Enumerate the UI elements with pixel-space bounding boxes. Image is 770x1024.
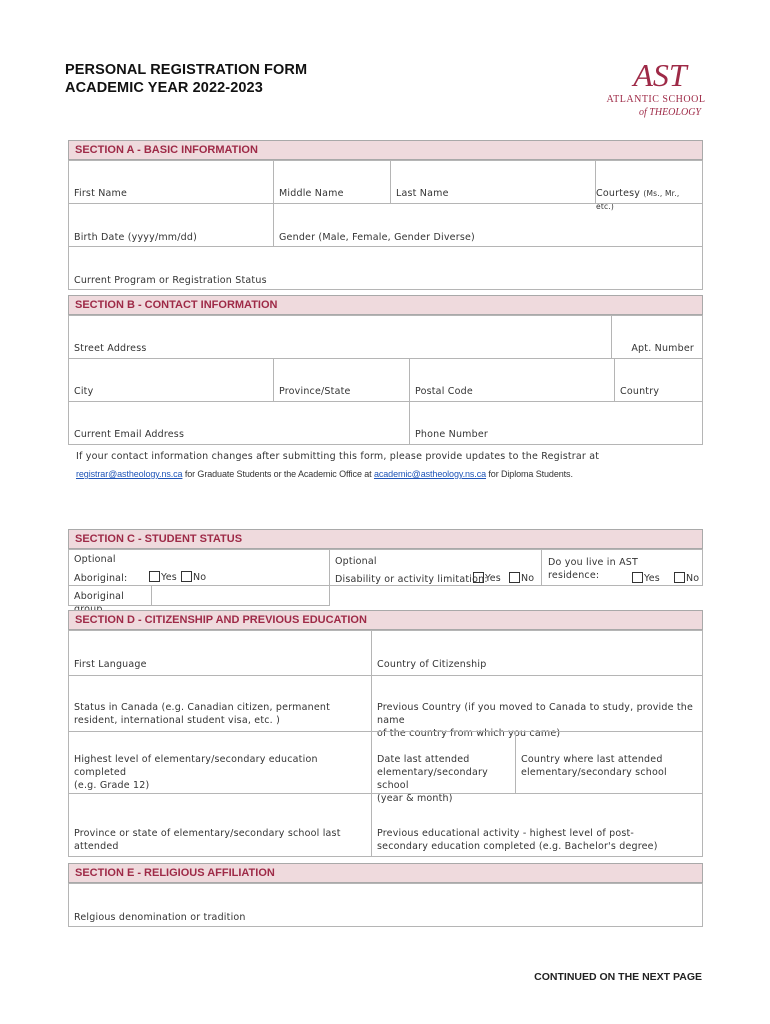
- highest-level-field[interactable]: [68, 731, 372, 794]
- disability-options: [469, 572, 534, 585]
- status-canada-label: [74, 701, 330, 727]
- contact-change-note: [76, 450, 696, 481]
- citizenship-field[interactable]: [371, 630, 703, 676]
- disability-cell: [329, 549, 542, 586]
- section-a-name-row: [68, 160, 703, 211]
- country-last-line2: elementary/secondary school: [521, 767, 667, 778]
- section-b-city-row: [68, 358, 703, 402]
- contact-note-line1: If your contact information changes after submitting this form, please provide updates to the Registrar at: [76, 451, 600, 462]
- denomination-field[interactable]: [68, 883, 703, 927]
- prev-activity-line1: Previous educational activity - highest level of post-: [377, 828, 635, 839]
- first-language-label: First Language: [74, 659, 147, 670]
- continued-notice: CONTINUED ON THE NEXT PAGE: [534, 971, 702, 983]
- disability-yes-label: Yes: [485, 573, 501, 584]
- form-title: [65, 61, 307, 97]
- status-line1: Status in Canada (e.g. Canadian citizen, permanent: [74, 702, 331, 713]
- country-last-attended-label: [521, 753, 667, 779]
- prev-country-line2: of the country from which you came): [377, 728, 561, 739]
- optional-label-1: Optional: [74, 554, 116, 565]
- residence-yes-label: Yes: [644, 573, 660, 584]
- logo-monogram: AST: [633, 57, 687, 93]
- first-name-field[interactable]: [68, 160, 274, 204]
- street-address-label: Street Address: [74, 343, 147, 354]
- residence-no-checkbox[interactable]: [674, 572, 685, 583]
- province-field[interactable]: [273, 358, 410, 402]
- first-language-field[interactable]: [68, 630, 372, 676]
- form-title-line1: PERSONAL REGISTRATION FORM: [65, 62, 308, 78]
- disability-no-label: No: [520, 573, 535, 584]
- aboriginal-label: Aboriginal:: [74, 573, 128, 584]
- residence-options: [628, 572, 699, 585]
- date-line3: (year & month): [377, 793, 453, 804]
- country-label: Country: [620, 386, 660, 397]
- highest-level-label: [74, 753, 371, 792]
- province-label: Province/State: [279, 386, 351, 397]
- aboriginal-group-label-cell: [68, 585, 152, 606]
- highest-line2: (e.g. Grade 12): [74, 780, 150, 791]
- gender-field[interactable]: [273, 203, 703, 247]
- phone-label: Phone Number: [415, 429, 489, 440]
- aboriginal-cell: [68, 549, 330, 586]
- residence-label: [548, 556, 638, 582]
- city-field[interactable]: [68, 358, 274, 402]
- province-last-field[interactable]: [68, 793, 372, 857]
- city-label: City: [74, 386, 94, 397]
- section-a-header: SECTION A - BASIC INFORMATION: [68, 140, 703, 160]
- last-name-field[interactable]: [390, 160, 596, 204]
- form-title-line2: ACADEMIC YEAR 2022-2023: [65, 80, 263, 96]
- date-last-attended-field[interactable]: [371, 731, 516, 804]
- courtesy-text: Courtesy: [596, 188, 641, 199]
- country-field[interactable]: [614, 358, 703, 402]
- country-last-line1: Country where last attended: [521, 754, 663, 765]
- contact-note-end: for Diploma Students.: [486, 469, 573, 479]
- section-d-status-row: [68, 675, 703, 739]
- aboriginal-yes-label: Yes: [161, 572, 177, 583]
- program-field[interactable]: [68, 246, 703, 290]
- gender-label: Gender (Male, Female, Gender Diverse): [279, 232, 475, 243]
- optional-label-2: Optional: [335, 556, 377, 567]
- aboriginal-yes-checkbox[interactable]: [149, 571, 160, 582]
- previous-country-field[interactable]: [371, 675, 703, 739]
- middle-name-field[interactable]: [273, 160, 391, 204]
- apt-number-label: Apt. Number: [631, 343, 694, 354]
- section-a-birth-row: [68, 203, 703, 247]
- registrar-email-link[interactable]: registrar@astheology.ns.ca: [76, 469, 183, 479]
- section-b-street-row: [68, 315, 703, 359]
- middle-name-label: Middle Name: [279, 188, 344, 199]
- postal-code-label: Postal Code: [415, 386, 473, 397]
- aboriginal-options: [145, 571, 206, 584]
- program-label: Current Program or Registration Status: [74, 275, 267, 286]
- email-field[interactable]: [68, 401, 410, 445]
- birth-date-label: Birth Date (yyyy/mm/dd): [74, 232, 198, 243]
- apt-number-field[interactable]: [611, 315, 703, 359]
- first-name-label: First Name: [74, 188, 128, 199]
- phone-field[interactable]: [409, 401, 703, 445]
- disability-label: Disability or activity limitation:: [335, 574, 488, 585]
- country-last-attended-field[interactable]: [515, 731, 703, 794]
- aboriginal-no-checkbox[interactable]: [181, 571, 192, 582]
- contact-note-mid: for Graduate Students or the Academic Office at: [182, 469, 374, 479]
- date-line2: elementary/secondary school: [377, 767, 488, 791]
- birth-date-field[interactable]: [68, 203, 274, 247]
- residence-no-label: No: [685, 573, 700, 584]
- section-b-email-row: [68, 401, 703, 445]
- highest-line1: Highest level of elementary/secondary education completed: [74, 754, 318, 778]
- previous-activity-field[interactable]: [371, 793, 703, 857]
- section-d-language-row: [68, 630, 703, 676]
- denomination-label: Relgious denomination or tradition: [74, 912, 246, 923]
- status-line2: resident, international student visa, etc. ): [74, 715, 281, 726]
- section-b-header: SECTION B - CONTACT INFORMATION: [68, 295, 703, 315]
- section-c-header: SECTION C - STUDENT STATUS: [68, 529, 703, 549]
- disability-yes-checkbox[interactable]: [473, 572, 484, 583]
- section-d-header: SECTION D - CITIZENSHIP AND PREVIOUS EDUCATION: [68, 610, 703, 630]
- courtesy-note: (Ms., Mr., etc.): [596, 189, 680, 211]
- aboriginal-group-field[interactable]: [151, 585, 330, 606]
- last-name-label: Last Name: [396, 188, 449, 199]
- section-d-highest-row: [68, 731, 703, 804]
- date-line1: Date last attended: [377, 754, 470, 765]
- previous-activity-label: [377, 827, 658, 853]
- logo-line1: ATLANTIC SCHOOL: [606, 94, 706, 105]
- prev-country-line1: Previous Country (if you moved to Canada to study, provide the name: [377, 702, 694, 726]
- citizenship-label: Country of Citizenship: [377, 659, 487, 670]
- email-label: Current Email Address: [74, 429, 185, 440]
- disability-no-checkbox[interactable]: [509, 572, 520, 583]
- ast-logo-mark: [600, 56, 710, 122]
- ast-logo: [600, 56, 710, 122]
- status-canada-field[interactable]: [68, 675, 372, 732]
- residence-line2: residence:: [548, 570, 600, 581]
- section-e-denomination-row: [68, 883, 703, 927]
- academic-email-link[interactable]: academic@astheology.ns.ca: [373, 469, 486, 479]
- province-last-label: Province or state of elementary/secondary school last attended: [74, 828, 341, 852]
- logo-line2: of THEOLOGY: [639, 107, 701, 118]
- aboriginal-no-label: No: [192, 572, 207, 583]
- section-d-province-row: [68, 793, 703, 857]
- residence-yes-checkbox[interactable]: [632, 572, 643, 583]
- section-c-status-row: [68, 549, 703, 606]
- section-a-program-row: [68, 246, 703, 290]
- street-address-field[interactable]: [68, 315, 612, 359]
- section-e-header: SECTION E - RELIGIOUS AFFILIATION: [68, 863, 703, 883]
- residence-line1: Do you live in AST: [548, 557, 638, 568]
- residence-cell: [541, 549, 703, 586]
- aboriginal-group-label: Aboriginal: [74, 591, 125, 602]
- contact-note-line2: [76, 468, 696, 481]
- courtesy-field[interactable]: [595, 160, 703, 211]
- prev-activity-line2: secondary education completed (e.g. Bachelor's degree): [377, 841, 658, 852]
- postal-code-field[interactable]: [409, 358, 615, 402]
